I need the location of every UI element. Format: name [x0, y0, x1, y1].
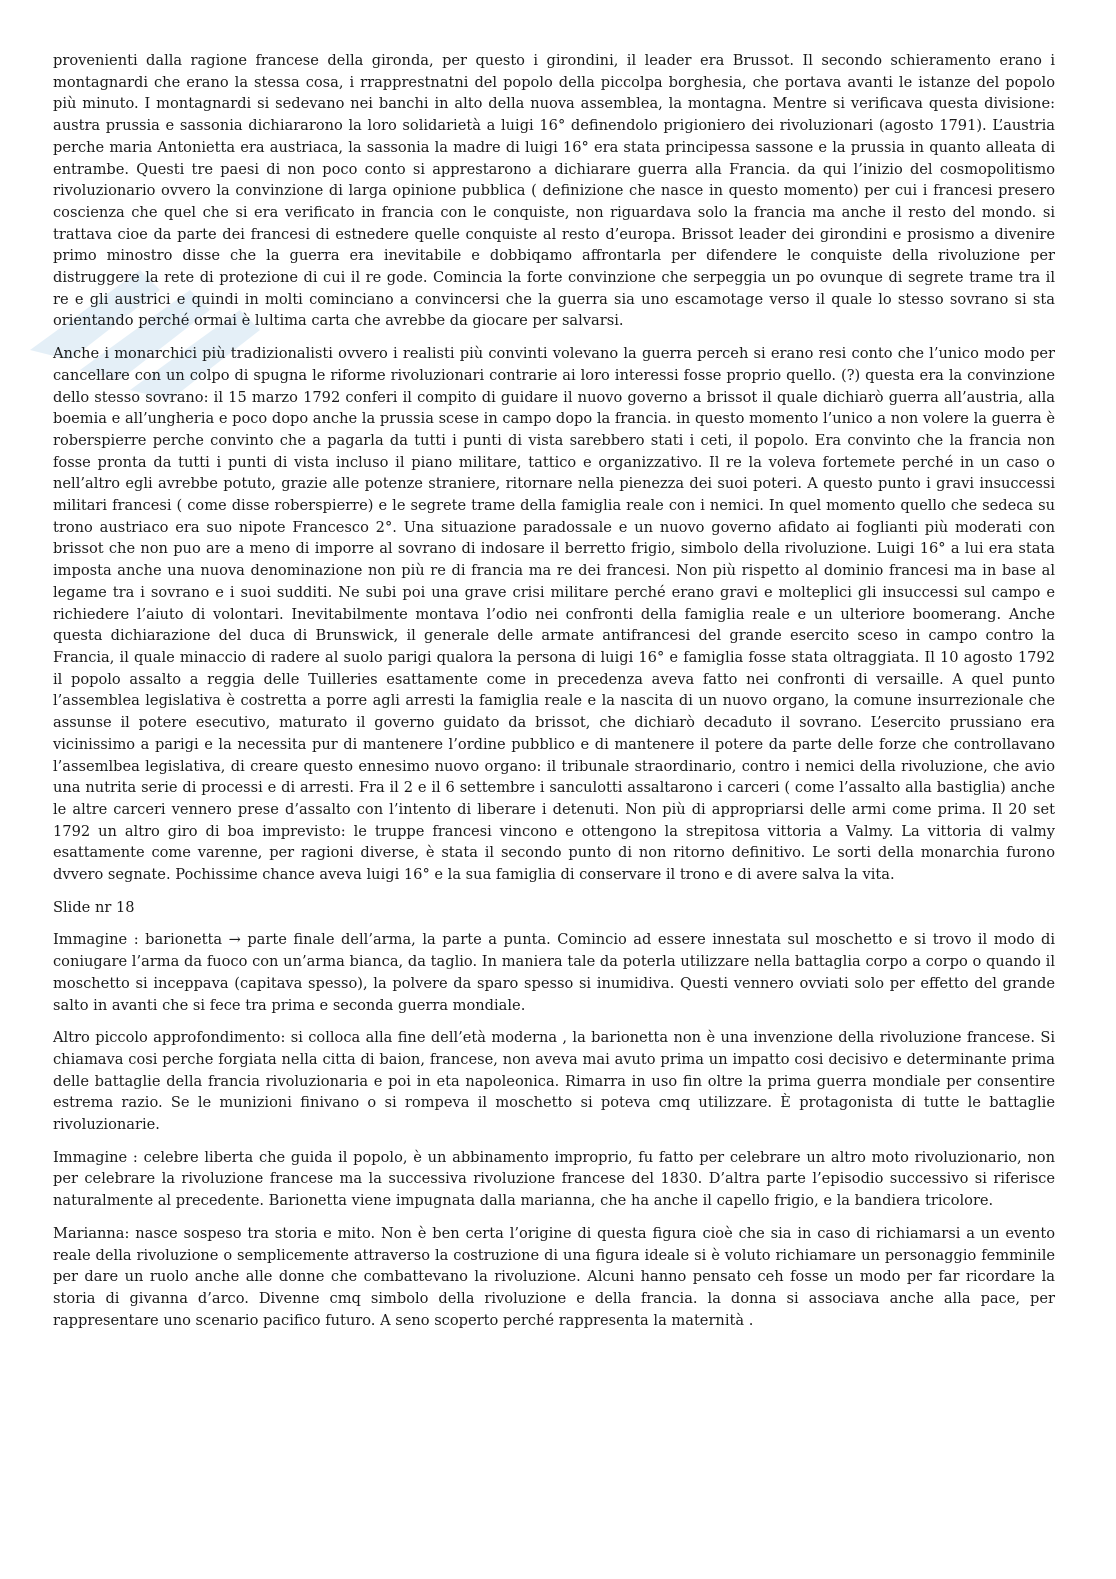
slide-label: Slide nr 18 [53, 898, 135, 916]
paragraph-immagine-liberta: Immagine : celebre liberta che guida il popolo, è un abbinamento improprio, fu fatto per celebrare un altro moto rivoluzionario, non per celebrare la rivoluzione francese ma la successiva rivoluzione francese del 1830. D’altra parte l’episodio successivo si riferisce naturalmente al precedente. Barionetta viene impugnata dalla marianna, che ha anche il capello frigio, e la bandiera tricolore. [53, 1148, 1055, 1210]
document-page [53, 50, 1055, 1342]
paragraph-guerra-monarchici: Anche i monarchici più tradizionalisti ovvero i realisti più convinti volevano la guerra perceh si erano resi conto che l’unico modo per cancellare con un colpo di spugna le riforme rivoluzionari contrarie ai loro interessi fosse proprio quello. (?) questa era la convinzione dello stesso sovrano: il 15 marzo 1792 conferi il compito di guidare il nuovo governo a brissot il quale dichiarò guerra all’austria, alla boemia e all’ungheria e poco dopo anche la prussia scese in campo dopo la francia. in questo momento l’unico a non volere la guerra è roberspierre perche convinto che a pagarla da tutti i punti di vista sarebbero stati i ceti, il popolo. Era convinto che la francia non fosse pronta da tutti i punti di vista incluso il piano militare, tattico e organizzativo. Il re la voleva fortemete perché in un caso o nell’altro egli avrebbe potuto, grazie alle potenze straniere, ritornare nella pienezza dei suoi poteri. A questo punto i gravi insuccessi militari francesi ( come disse roberspierre) e le segrete trame della famiglia reale con i nemici. In quel momento quello che sedeca su trono austriaco era suo nipote Francesco 2°. Una situazione paradossale e un nuovo governo afidato ai foglianti più moderati con brissot che non puo are a meno di imporre al sovrano di indosare il berretto frigio, simbolo della rivoluzione. Luigi 16° a lui era stata imposta anche una nuova denominazione non più re di francia ma re dei francesi. Non più rispetto al dominio francesi ma in base al legame tra i sovrano e i suoi sudditi. Ne subi poi una grave crisi militare perché erano gravi e molteplici gli insuccessi sul campo e richiedere l’aiuto di volontari. Inevitabilmente montava l’odio nei confronti della famiglia reale e un ulteriore boomerang. Anche questa dichiarazione del duca di Brunswick, il generale delle armate antifrancesi del grande esercito sceso in campo contro la Francia, il quale minaccio di radere al suolo parigi qualora la persona di luigi 16° e famiglia fosse stata oltraggiata. Il 10 agosto 1792 il popolo assalto a reggia delle Tuilleries esattamente come in precedenza aveva fatto nei confronti di versaille. A quel punto l’assemblea legislativa è costretta a porre agli arresti la famiglia reale e la nascita di un nuovo organo, la comune insurrezionale che assunse il potere esecutivo, maturato il governo guidato da brissot, che dichiarò decaduto il sovrano. L’esercito prussiano era vicinissimo a parigi e la necessita pur di mantenere l’ordine pubblico e di mantenere il potere da parte delle forze che controllavano l’assemlbea legislativa, di creare questo ennesimo nuovo organo: il tribunale straordinario, contro i nemici della rivoluzione, che avio una nutrita serie di processi e di arresti. Fra il 2 e il 6 settembre i sanculotti assaltarono i carceri ( come l’assalto alla bastiglia) anche le altre carceri vennero prese d’assalto con l’intento di liberare i detenuti. Non più di appropriarsi delle armi come prima. Il 20 set 1792 un altro giro di boa imprevisto: le truppe francesi vincono e ottengono la strepitosa vittoria a Valmy. La vittoria di valmy esattamente come varenne, per ragioni diverse, è stata il secondo punto di non ritorno definitivo. Le sorti della monarchia furono dvvero segnate. Pochissime chance aveva luigi 16° e la sua famiglia di conservare il trono e di avere salva la vita. [53, 345, 1055, 884]
paragraph-marianna: Marianna: nasce sospeso tra storia e mito. Non è ben certa l’origine di questa figura cioè che sia in caso di richiamarsi a un evento reale della rivoluzione o semplicemente attraverso la costruzione di una figura ideale si è voluto richiamare un personaggio femminile per dare un ruolo anche alle donne che combattevano la rivoluzione. Alcuni hanno pensato ceh fosse un modo per far ricordare la storia di givanna d’arco. Divenne cmq simbolo della rivoluzione e della francia. la donna si associava anche alla pace, per rappresentare uno scenario pacifico futuro. A seno scoperto perché rappresenta la maternità . [53, 1224, 1055, 1329]
paragraph-immagine-barionetta: Immagine : barionetta → parte finale dell’arma, la parte a punta. Comincio ad essere innestata sul moschetto e si trovo il modo di coniugare l’arma da fuoco con un’arma bianca, da taglio. In maniera tale da poterla utilizzare nella battaglia corpo a corpo o quando il moschetto si inceppava (capitava spesso), la polvere da sparo spesso si inumidiva. Questi vennero ovviati solo per effetto del grande salto in avanti che si fece tra prima e seconda guerra mondiale. [53, 931, 1055, 1014]
paragraph-girondini-montagnardi: provenienti dalla ragione francese della gironda, per questo i girondini, il leader era Brussot. Il secondo schieramento erano i montagnardi che erano la stessa cosa, i rrapprestnatni del popolo della piccolpa borghesia, che portava avanti le istanze del popolo più minuto. I montagnardi si sedevano nei banchi in alto della nuova assemblea, la montagna. Mentre si verificava questa divisione: austra prussia e sassonia dichiararono la loro solidarietà a luigi 16° definendolo prigioniero dei rivoluzionari (agosto 1791). L’austria perche maria Antonietta era austriaca, la sassonia la madre di luigi 16° era stata principessa sassone e la prussia in quanto alleata di entrambe. Questi tre paesi di non poco conto si apprestarono a dichiarare guerra alla Francia. da qui l’inizio del cosmopolitismo rivoluzionario ovvero la convinzione di larga opinione pubblica ( definizione che nasce in questo momento) per cui i francesi presero coscienza che quel che si era verificato in francia con le conquiste, non riguardava solo la francia ma anche il resto del mondo. si trattava cioe da parte dei francesi di estnedere quelle conquiste al resto d’europa. Brissot leader dei girondini e prosismo a divenire primo minostro disse che la guerra era inevitabile e dobbiqamo affrontarla per difendere le conquiste della rivoluzione per distruggere la rete di protezione di cui il re gode. Comincia la forte convinzione che serpeggia un po ovunque di segrete trame tra il re e gli austrici e quindi in molti cominciano a convincersi che la guerra sia uno escamotage verso il quale lo stesso sovrano si sta orientando perché ormai è lultima carta che avrebbe da giocare per salvarsi. [53, 52, 1055, 330]
paragraph-approfondimento: Altro piccolo approfondimento: si colloca alla fine dell’età moderna , la barionetta non è una invenzione della rivoluzione francese. Si chiamava cosi perche forgiata nella citta di baion, francese, non aveva mai avuto prima un impatto cosi decisivo e determinante prima delle battaglie della francia rivoluzionaria e poi in eta napoleonica. Rimarra in uso fin oltre la prima guerra mondiale per consentire estrema razio. Se le munizioni finivano o si rompeva il moschetto si poteva cmq utilizzare. È protagonista di tutte le battaglie rivoluzionarie. [53, 1029, 1055, 1134]
